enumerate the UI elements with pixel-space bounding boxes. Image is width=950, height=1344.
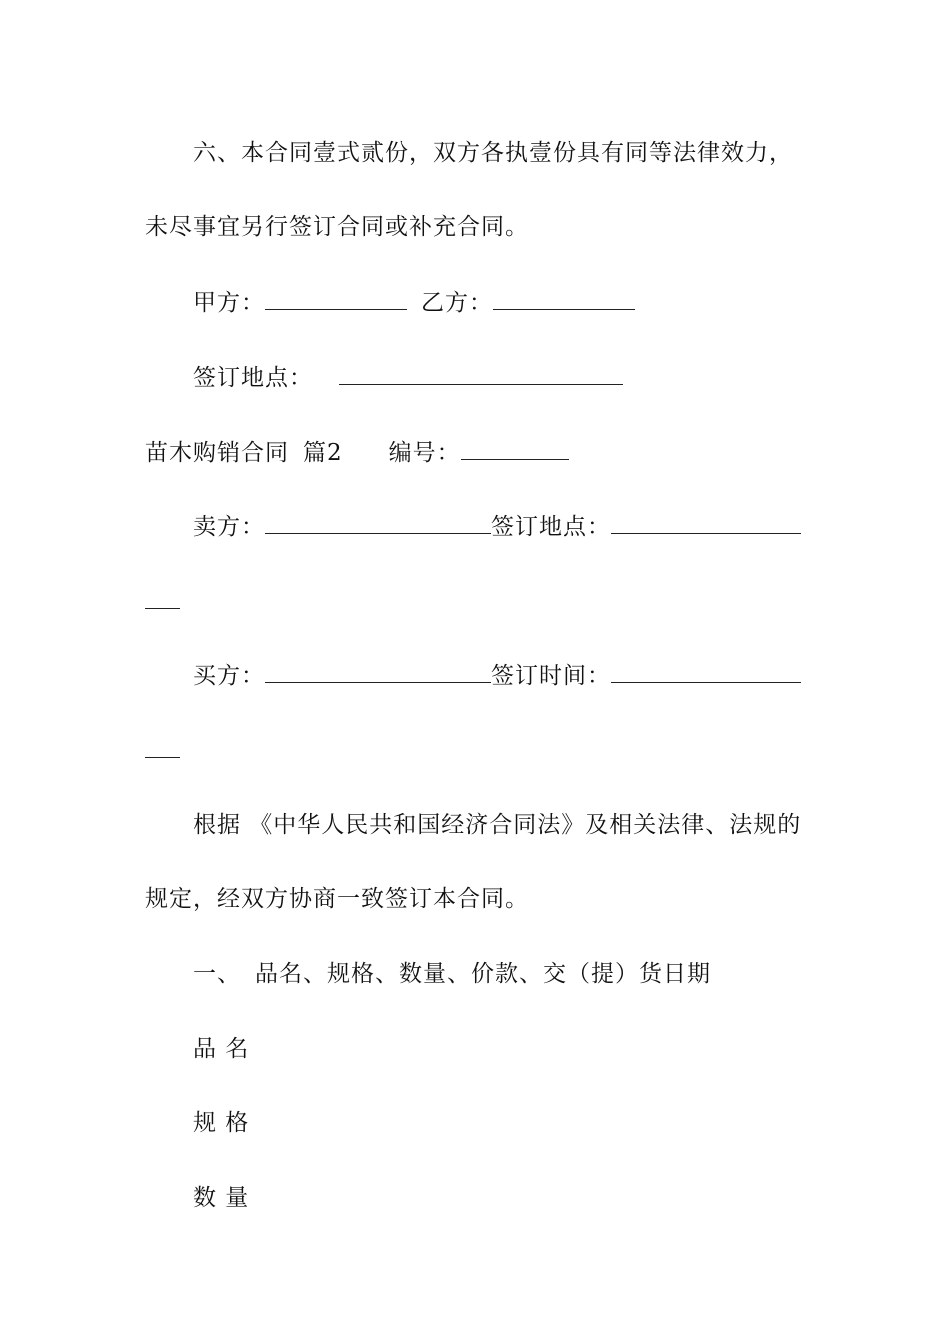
- signature-parties-row: [193, 287, 635, 318]
- party-a-label: 甲方：: [193, 290, 265, 316]
- item-specification: 规 格: [193, 1110, 250, 1136]
- buyer-label: 买方：: [193, 663, 265, 689]
- buyer-row-continuation: [145, 735, 180, 766]
- contract2-part: 篇2: [303, 440, 343, 466]
- buyer-row: [193, 660, 801, 691]
- seller-row: [193, 511, 801, 542]
- preamble-line1: 根据 《中华人民共和国经济合同法》及相关法律、法规的: [193, 812, 802, 838]
- section1-heading: [193, 959, 711, 989]
- item-quantity: 数 量: [193, 1185, 250, 1211]
- party-b-label: 乙方：: [421, 290, 493, 316]
- sign-place-blank: [339, 362, 623, 385]
- preamble-line2: 规定，经双方协商一致签订本合同。: [145, 886, 529, 912]
- seller-sign-place-label: 签订地点：: [491, 514, 611, 540]
- party-b-blank: [493, 287, 635, 310]
- contract2-title: 苗木购销合同: [145, 440, 289, 466]
- number-blank: [461, 437, 569, 460]
- sign-place-label: 签订地点：: [193, 365, 313, 391]
- item-product-name: 品 名: [193, 1036, 250, 1062]
- number-label: 编号：: [388, 440, 461, 466]
- seller-sign-place-blank: [611, 511, 801, 534]
- seller-row-continuation: [145, 586, 180, 617]
- buyer-sign-time-blank-continued: [145, 735, 180, 758]
- clause6-line2: 未尽事宜另行签订合同或补充合同。: [145, 214, 529, 240]
- section1-title: 品名、规格、数量、价款、交（提）货日期: [255, 961, 711, 987]
- buyer-sign-time-blank: [611, 660, 801, 683]
- party-a-blank: [265, 287, 407, 310]
- seller-sign-place-blank-continued: [145, 586, 180, 609]
- seller-blank: [265, 511, 491, 534]
- section1-number: 一、: [193, 961, 241, 987]
- clause6-line1: 六、本合同壹式贰份，双方各执壹份具有同等法律效力，: [193, 140, 793, 166]
- buyer-blank: [265, 660, 491, 683]
- seller-label: 卖方：: [193, 514, 265, 540]
- signature-place-row: [193, 362, 623, 393]
- contract2-title-row: [145, 437, 569, 468]
- buyer-sign-time-label: 签订时间：: [491, 663, 611, 689]
